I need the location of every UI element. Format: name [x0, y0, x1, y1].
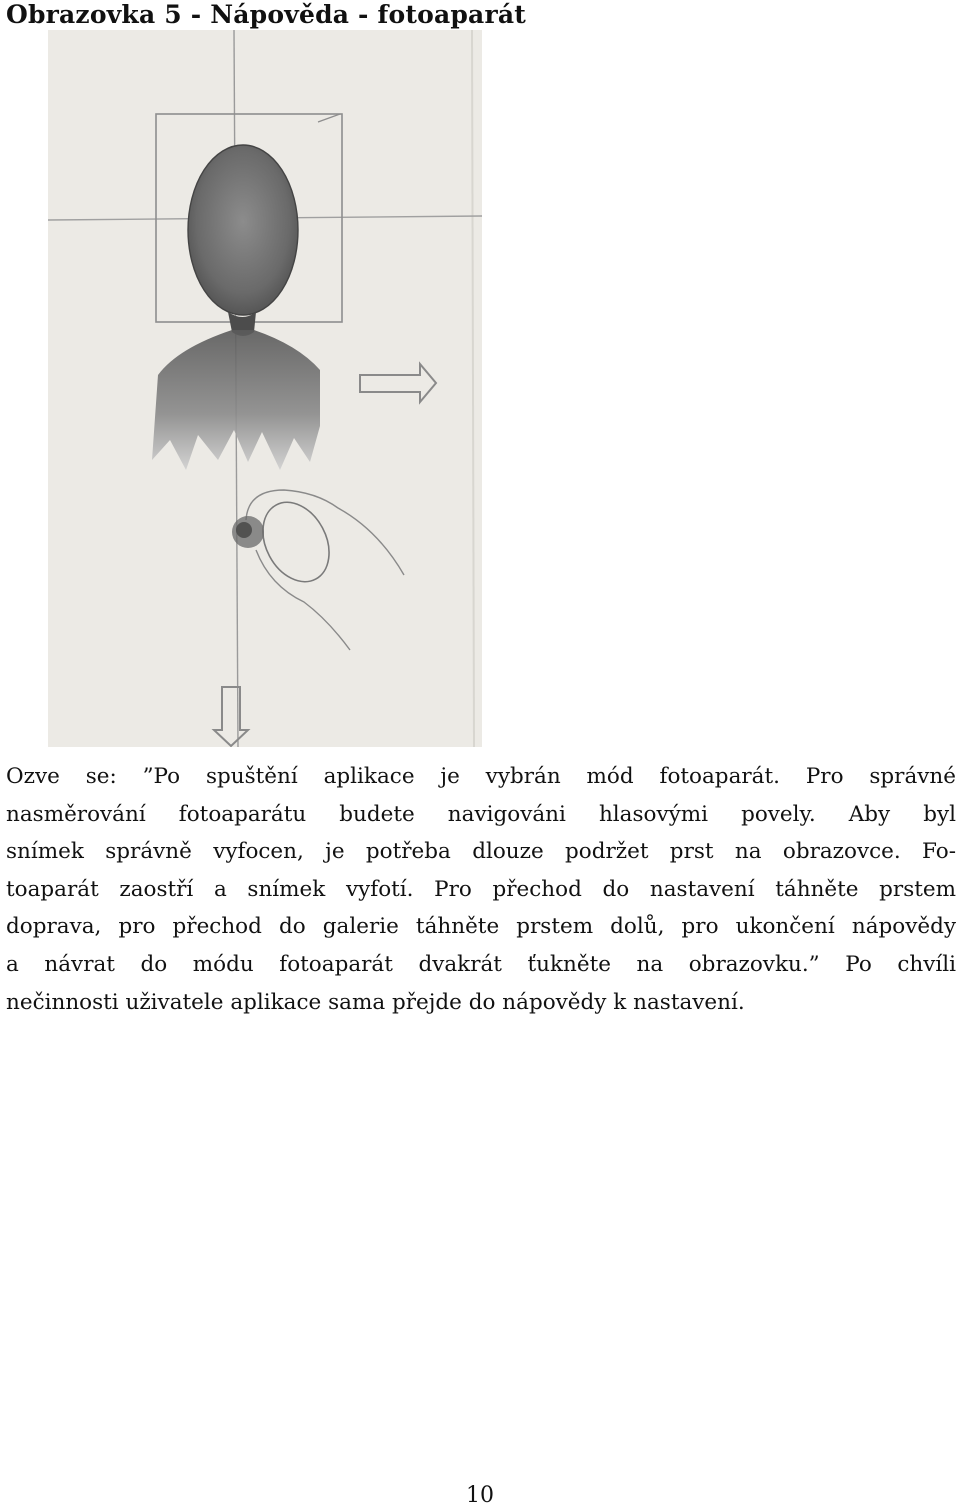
paragraph-line: nasměrování fotoaparátu budete navigováni hlasovými povely. Aby byl [6, 801, 956, 827]
paragraph-line: snímek správně vyfocen, je potřeba dlouze podržet prst na obrazovce. Fo- [6, 839, 956, 865]
page-number: 10 [466, 1483, 494, 1508]
help-paragraph [6, 758, 956, 1021]
paragraph-line: Ozve se: ”Po spuštění aplikace je vybrán mód fotoaparát. Pro správné [6, 764, 956, 789]
paragraph-line: toaparát zaostří a snímek vyfotí. Pro přechod do nastavení táhněte prstem [6, 876, 956, 902]
person-head [188, 145, 298, 315]
paragraph-line: nečinnosti uživatele aplikace sama přejde do nápovědy k nastavení. [6, 989, 745, 1015]
paragraph-line: a návrat do módu fotoaparát dvakrát ťukněte na obrazovku.” Po chvíli [6, 951, 956, 977]
camera-help-sketch [48, 30, 482, 747]
section-heading: Obrazovka 5 - Nápověda - fotoaparát [6, 0, 526, 29]
paragraph-line: doprava, pro přechod do galerie táhněte prstem dolů, pro ukončení nápovědy [6, 914, 956, 940]
